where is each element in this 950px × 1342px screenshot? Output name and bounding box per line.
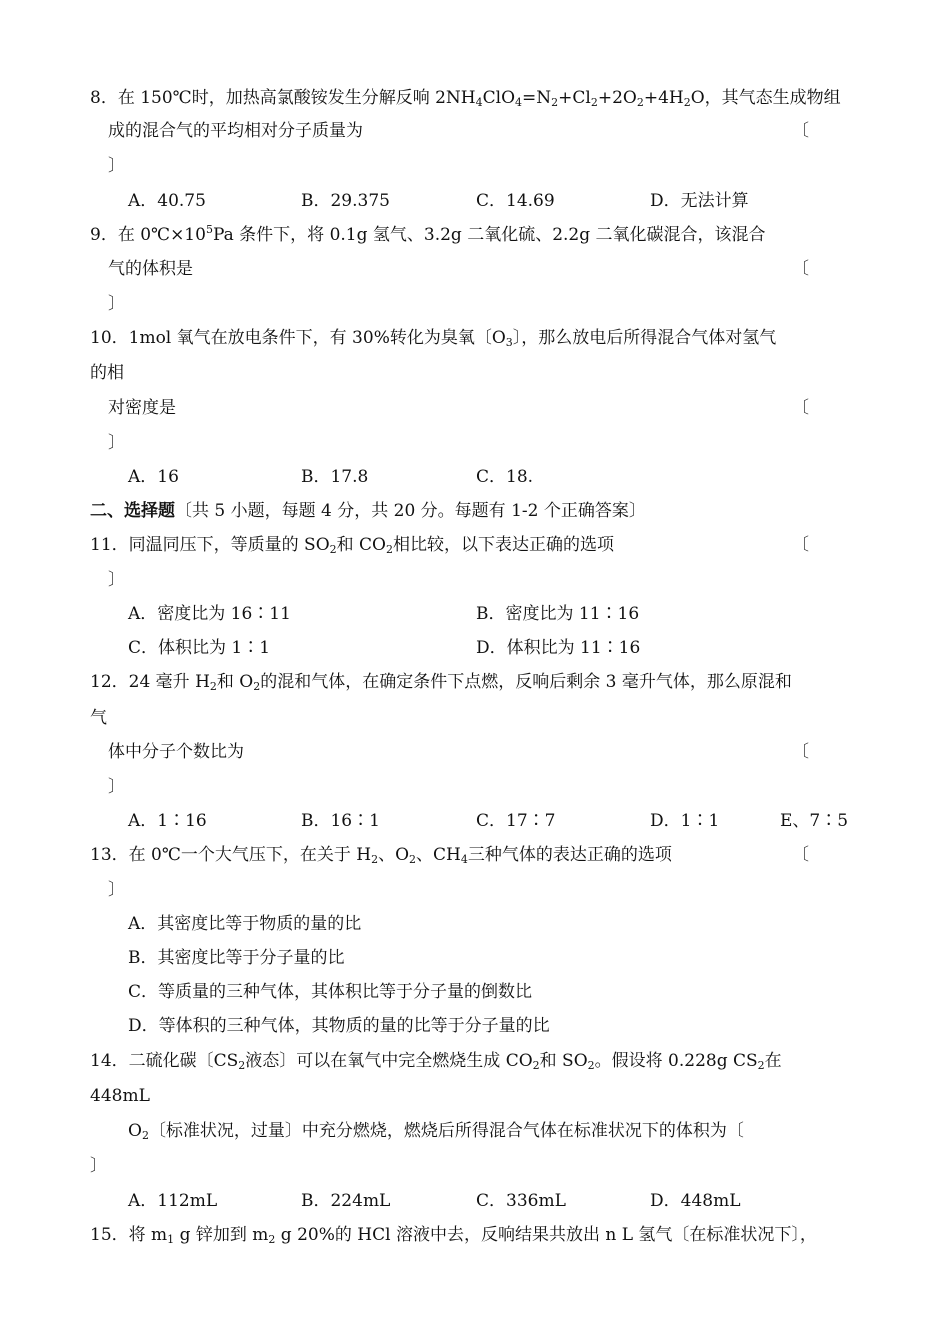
question-12-line1: 12．24 毫升 $H_2$和 $O_2$的混和气体，在确定条件下点燃，反响后剩余 3 毫升气体，那么原混和 [90,672,792,693]
option-a: A．其密度比等于物质的量的比 [128,914,362,934]
option-c: C．等质量的三种气体，其体积比等于分子量的倒数比 [128,982,533,1002]
option-d: D．体积比为 11∶16 [476,638,641,658]
option-d: D．等体积的三种气体，其物质的量的比等于分子量的比 [128,1016,550,1036]
question-10-line3: 对密度是 [108,398,176,418]
question-number: 9． [90,225,118,245]
question-14-line1: 14．二硫化碳〔$CS_2$液态〕可以在氧气中完全燃烧生成 $CO_2$和 $SO_2$。假设将 0.228g $CS_2$在 [90,1051,782,1072]
question-15-line1: 15．将 $m_1$ g 锌加到 $m_2$ g 20%的 HCl 溶液中去，反响结果共放出 n L 氢气〔在标准状况下〕， [90,1225,817,1246]
section-title: 二、选择题 [90,501,175,521]
question-10-line1: 10．1mol 氧气在放电条件下，有 30%转化为臭氧〔$O_3$〕，那么放电后所得混合气体对氢气 [90,328,777,349]
option-c: C．336mL [476,1191,566,1211]
question-number: 10． [90,328,129,348]
option-c: C．18. [476,467,534,487]
question-number: 14． [90,1051,129,1071]
option-a: A．16 [128,467,179,487]
option-a: A．密度比为 16∶11 [128,604,291,624]
answer-bracket-open: 〔 [792,742,809,762]
answer-bracket-close: 〕 [108,433,125,453]
option-d: D．1∶1 [650,811,720,831]
answer-bracket-close: 〕 [108,777,125,797]
option-c: C．体积比为 1∶1 [128,638,271,658]
answer-bracket-open: 〔 [792,259,809,279]
answer-bracket-open: 〔 [792,535,809,555]
question-number: 15． [90,1225,129,1245]
question-8-line1: 8．在 150℃时，加热高氯酸铵发生分解反响 $2NH_4ClO_4=N_2+Cl_2+2O_2+4H_2O$，其气态生成物组 [90,88,841,109]
answer-bracket-open: 〔 [792,398,809,418]
option-e: E、7∶5 [780,811,849,831]
option-b: B．224mL [301,1191,391,1211]
section-note: 〔共 5 小题，每题 4 分，共 20 分。每题有 1-2 个正确答案〕 [175,501,646,521]
option-d: D．448mL [650,1191,741,1211]
answer-bracket-close: 〕 [108,156,125,176]
answer-bracket-close: 〕 [108,570,125,590]
section-heading [90,499,646,523]
option-b: B．其密度比等于分子量的比 [128,948,345,968]
option-b: B．17.8 [301,467,369,487]
question-number: 11． [90,535,129,555]
question-11-line1: 11．同温同压下，等质量的 $SO_2$和 $CO_2$相比较，以下表达正确的选项 [90,535,614,556]
option-b: B．29.375 [301,191,390,211]
option-c: C．17∶7 [476,811,556,831]
option-a: A．40.75 [128,191,206,211]
option-a: A．1∶16 [128,811,207,831]
option-a: A．112mL [128,1191,218,1211]
question-8-line2: 成的混合气的平均相对分子质量为 [108,121,363,141]
answer-bracket-open: 〔 [792,121,809,141]
answer-bracket-close: 〕 [108,294,125,314]
question-9-line2: 气的体积是 [108,259,193,279]
question-9-line1: 9．在 $0℃\times 10^5Pa$ 条件下，将 0.1g 氢气、3.2g 二氧化硫、2.2g 二氧化碳混合，该混合 [90,223,766,245]
answer-bracket-close: 〕 [108,880,125,900]
option-c: C．14.69 [476,191,555,211]
question-13-line1: 13．在 0℃一个大气压下，在关于 $H_2$、$O_2$、$CH_4$三种气体的表达正确的选项 [90,845,672,866]
option-b: B．密度比为 11∶16 [476,604,640,624]
question-number: 13． [90,845,129,865]
answer-bracket-open: 〔 [792,845,809,865]
answer-bracket-close: 〕 [90,1156,107,1176]
question-12-line2: 气 [90,708,107,728]
question-14-line3: $O_2$〔标准状况，过量〕中充分燃烧，燃烧后所得混合气体在标准状况下的体积为〔 [128,1121,744,1142]
option-b: B．16∶1 [301,811,380,831]
option-d: D．无法计算 [650,191,749,211]
question-12-line3: 体中分子个数比为 [108,742,244,762]
question-number: 8． [90,88,118,108]
question-14-line2: 448mL [90,1086,150,1106]
question-number: 12． [90,672,129,692]
question-10-line2: 的相 [90,363,124,383]
